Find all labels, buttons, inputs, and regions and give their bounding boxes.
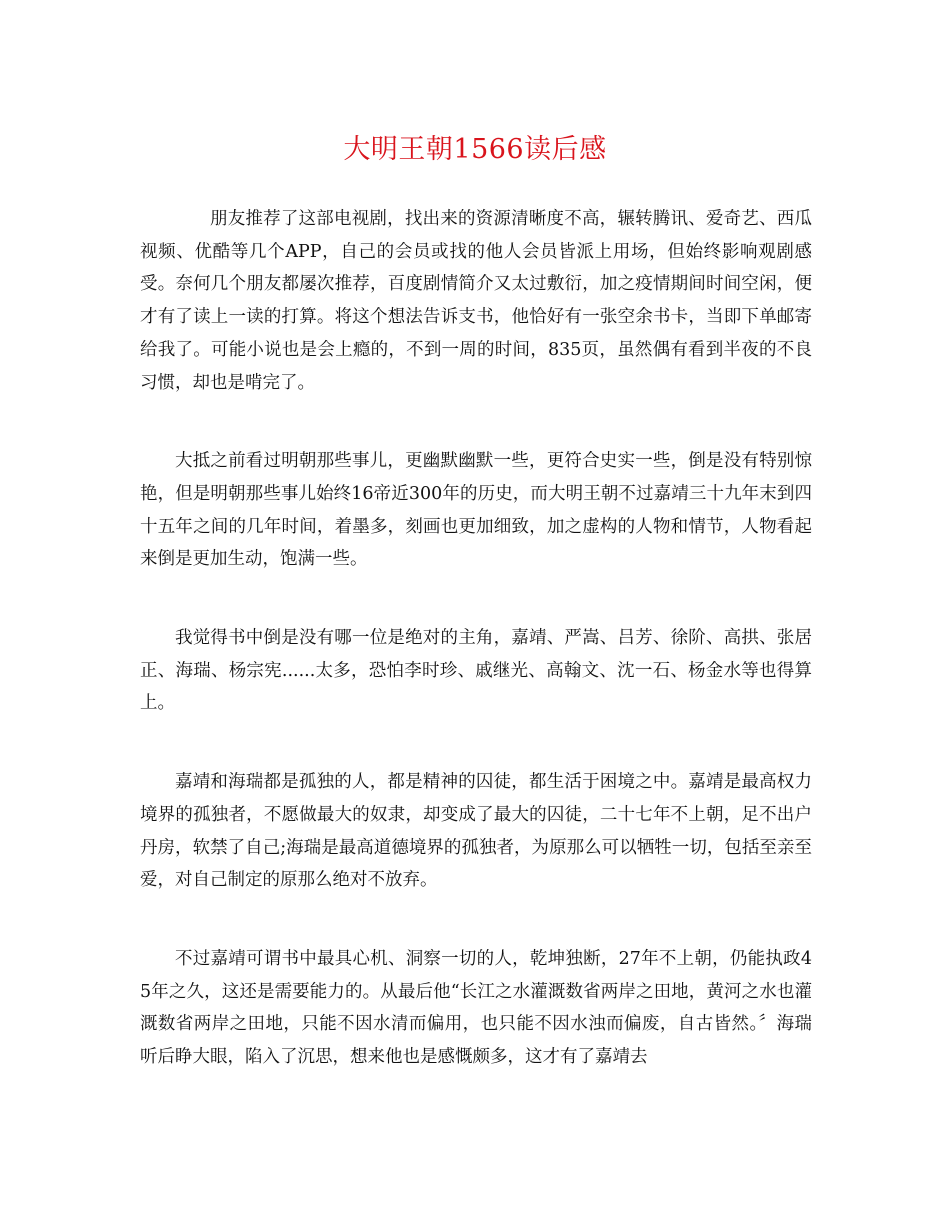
paragraph-1: 朋友推荐了这部电视剧，找出来的资源清晰度不高，辗转腾讯、爱奇艺、西瓜视频、优酷等几个APP，自己的会员或找的他人会员皆派上用场，但始终影响观剧感受。奈何几个朋友都屡次推荐，百度剧情简介又太过敷衍，加之疫情期间时间空闲，便才有了读上一读的打算。将这个想法告诉支书，他恰好有一张空余书卡，当即下单邮寄给我了。可能小说也是会上瘾的，不到一周的时间，835页，虽然偶有看到半夜的不良习惯，却也是啃完了。: [140, 209, 812, 393]
document-body: [140, 203, 812, 1120]
paragraph-5: 不过嘉靖可谓书中最具心机、洞察一切的人，乾坤独断，27年不上朝，仍能执政45年之久，这还是需要能力的。从最后他“长江之水灌溉数省两岸之田地，黄河之水也灌溉数省两岸之田地，只能不因水清而偏用，也只能不因水浊而偏废，自古皆然。〞海瑞听后睁大眼，陷入了沉思，想来他也是感慨颇多，这才有了嘉靖去: [140, 948, 812, 1068]
document-title: 大明王朝1566读后感: [343, 134, 607, 165]
paragraph-4: 嘉靖和海瑞都是孤独的人，都是精神的囚徒，都生活于困境之中。嘉靖是最高权力境界的孤独者，不愿做最大的奴隶，却变成了最大的囚徒，二十七年不上朝，足不出户丹房，软禁了自己;海瑞是最高道德境界的孤独者，为原那么可以牺牲一切，包括至亲至爱，对自己制定的原那么绝对不放弃。: [140, 772, 812, 891]
paragraph-3: 我觉得书中倒是没有哪一位是绝对的主角，嘉靖、严嵩、吕芳、徐阶、高拱、张居正、海瑞、杨宗宪......太多，恐怕李时珍、戚继光、高翰文、沈一石、杨金水等也得算上。: [140, 628, 812, 714]
paragraph-2: 大抵之前看过明朝那些事儿，更幽默幽默一些，更符合史实一些，倒是没有特别惊艳，但是明朝那些事儿始终16帝近300年的历史，而大明王朝不过嘉靖三十九年末到四十五年之间的几年时间，着墨多，刻画也更加细致，加之虚构的人物和情节，人物看起来倒是更加生动，饱满一些。: [140, 451, 812, 570]
